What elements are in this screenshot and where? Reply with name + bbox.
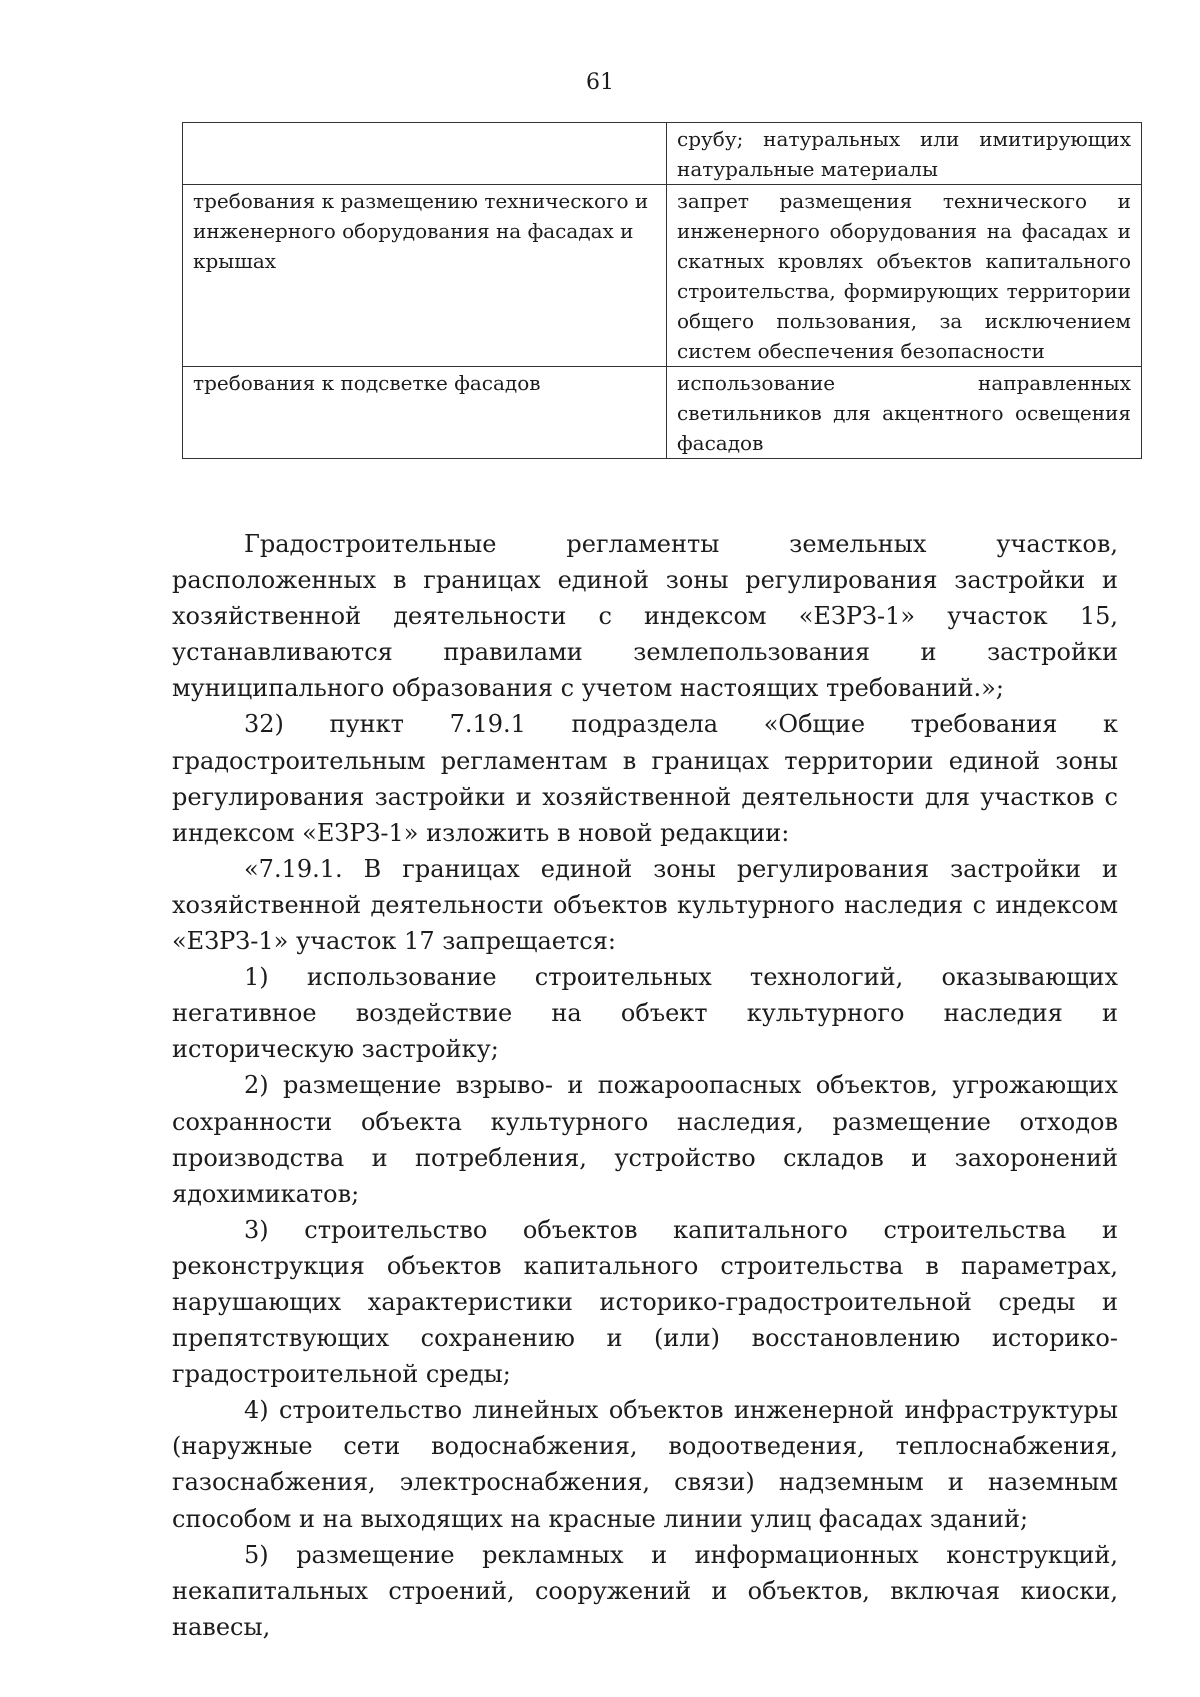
table-cell-value: срубу; натуральных или имитирующих натуральные материалы [667,123,1142,185]
requirements-table [182,122,1142,459]
table-cell-requirement: требования к размещению технического и инженерного оборудования на фасадах и крышах [183,185,667,367]
paragraph: 5) размещение рекламных и информационных конструкций, некапитальных строений, сооружений и объектов, включая киоски, навесы, [172,1540,1118,1641]
page-number: 61 [586,70,614,95]
table-cell-value: использование направленных светильников для акцентного освещения фасадов [667,367,1142,459]
table-cell-requirement [183,123,667,185]
paragraph: 3) строительство объектов капитального строительства и реконструкция объектов капитального строительства в параметрах, нарушающих характеристики историко-градостроительной среды и препятствующих сохранению и (или) восстановлению историко-градостроительной среды; [172,1215,1118,1389]
table-row [183,123,1142,185]
table-cell-value: запрет размещения технического и инженерного оборудования на фасадах и скатных кровлях объектов капитального строительства, формирующих территории общего пользования, за исключением систем обеспечения безопасности [667,185,1142,367]
paragraph: Градостроительные регламенты земельных участков, расположенных в границах единой зоны регулирования застройки и хозяйственной деятельности с индексом «ЕЗРЗ-1» участок 15, устанавливаются правилами землепользования и застройки муниципального образования с учетом настоящих требований.»; [172,530,1118,703]
table-row [183,367,1142,459]
paragraph: 32) пункт 7.19.1 подраздела «Общие требования к градостроительным регламентам в границах территории единой зоны регулирования застройки и хозяйственной деятельности для участков с индексом «ЕЗРЗ-1» изложить в новой редакции: [172,710,1118,847]
table-cell-requirement: требования к подсветке фасадов [183,367,667,459]
paragraph: 1) использование строительных технологий, оказывающих негативное воздействие на объект культурного наследия и историческую застройку; [172,963,1118,1064]
paragraph: 4) строительство линейных объектов инженерной инфраструктуры (наружные сети водоснабжения, водоотведения, теплоснабжения, газоснабжения, электроснабжения, связи) надземным и наземным способом и на выходящих на красные линии улиц фасадах зданий; [172,1396,1118,1533]
paragraph: 2) размещение взрыво- и пожароопасных объектов, угрожающих сохранности объекта культурного наследия, размещение отходов производства и потребления, устройство складов и захоронений ядохимикатов; [172,1071,1118,1208]
table-row [183,185,1142,367]
body-text [172,526,1118,1645]
paragraph: «7.19.1. В границах единой зоны регулирования застройки и хозяйственной деятельности объектов культурного наследия с индексом «ЕЗРЗ-1» участок 17 запрещается: [172,854,1118,956]
